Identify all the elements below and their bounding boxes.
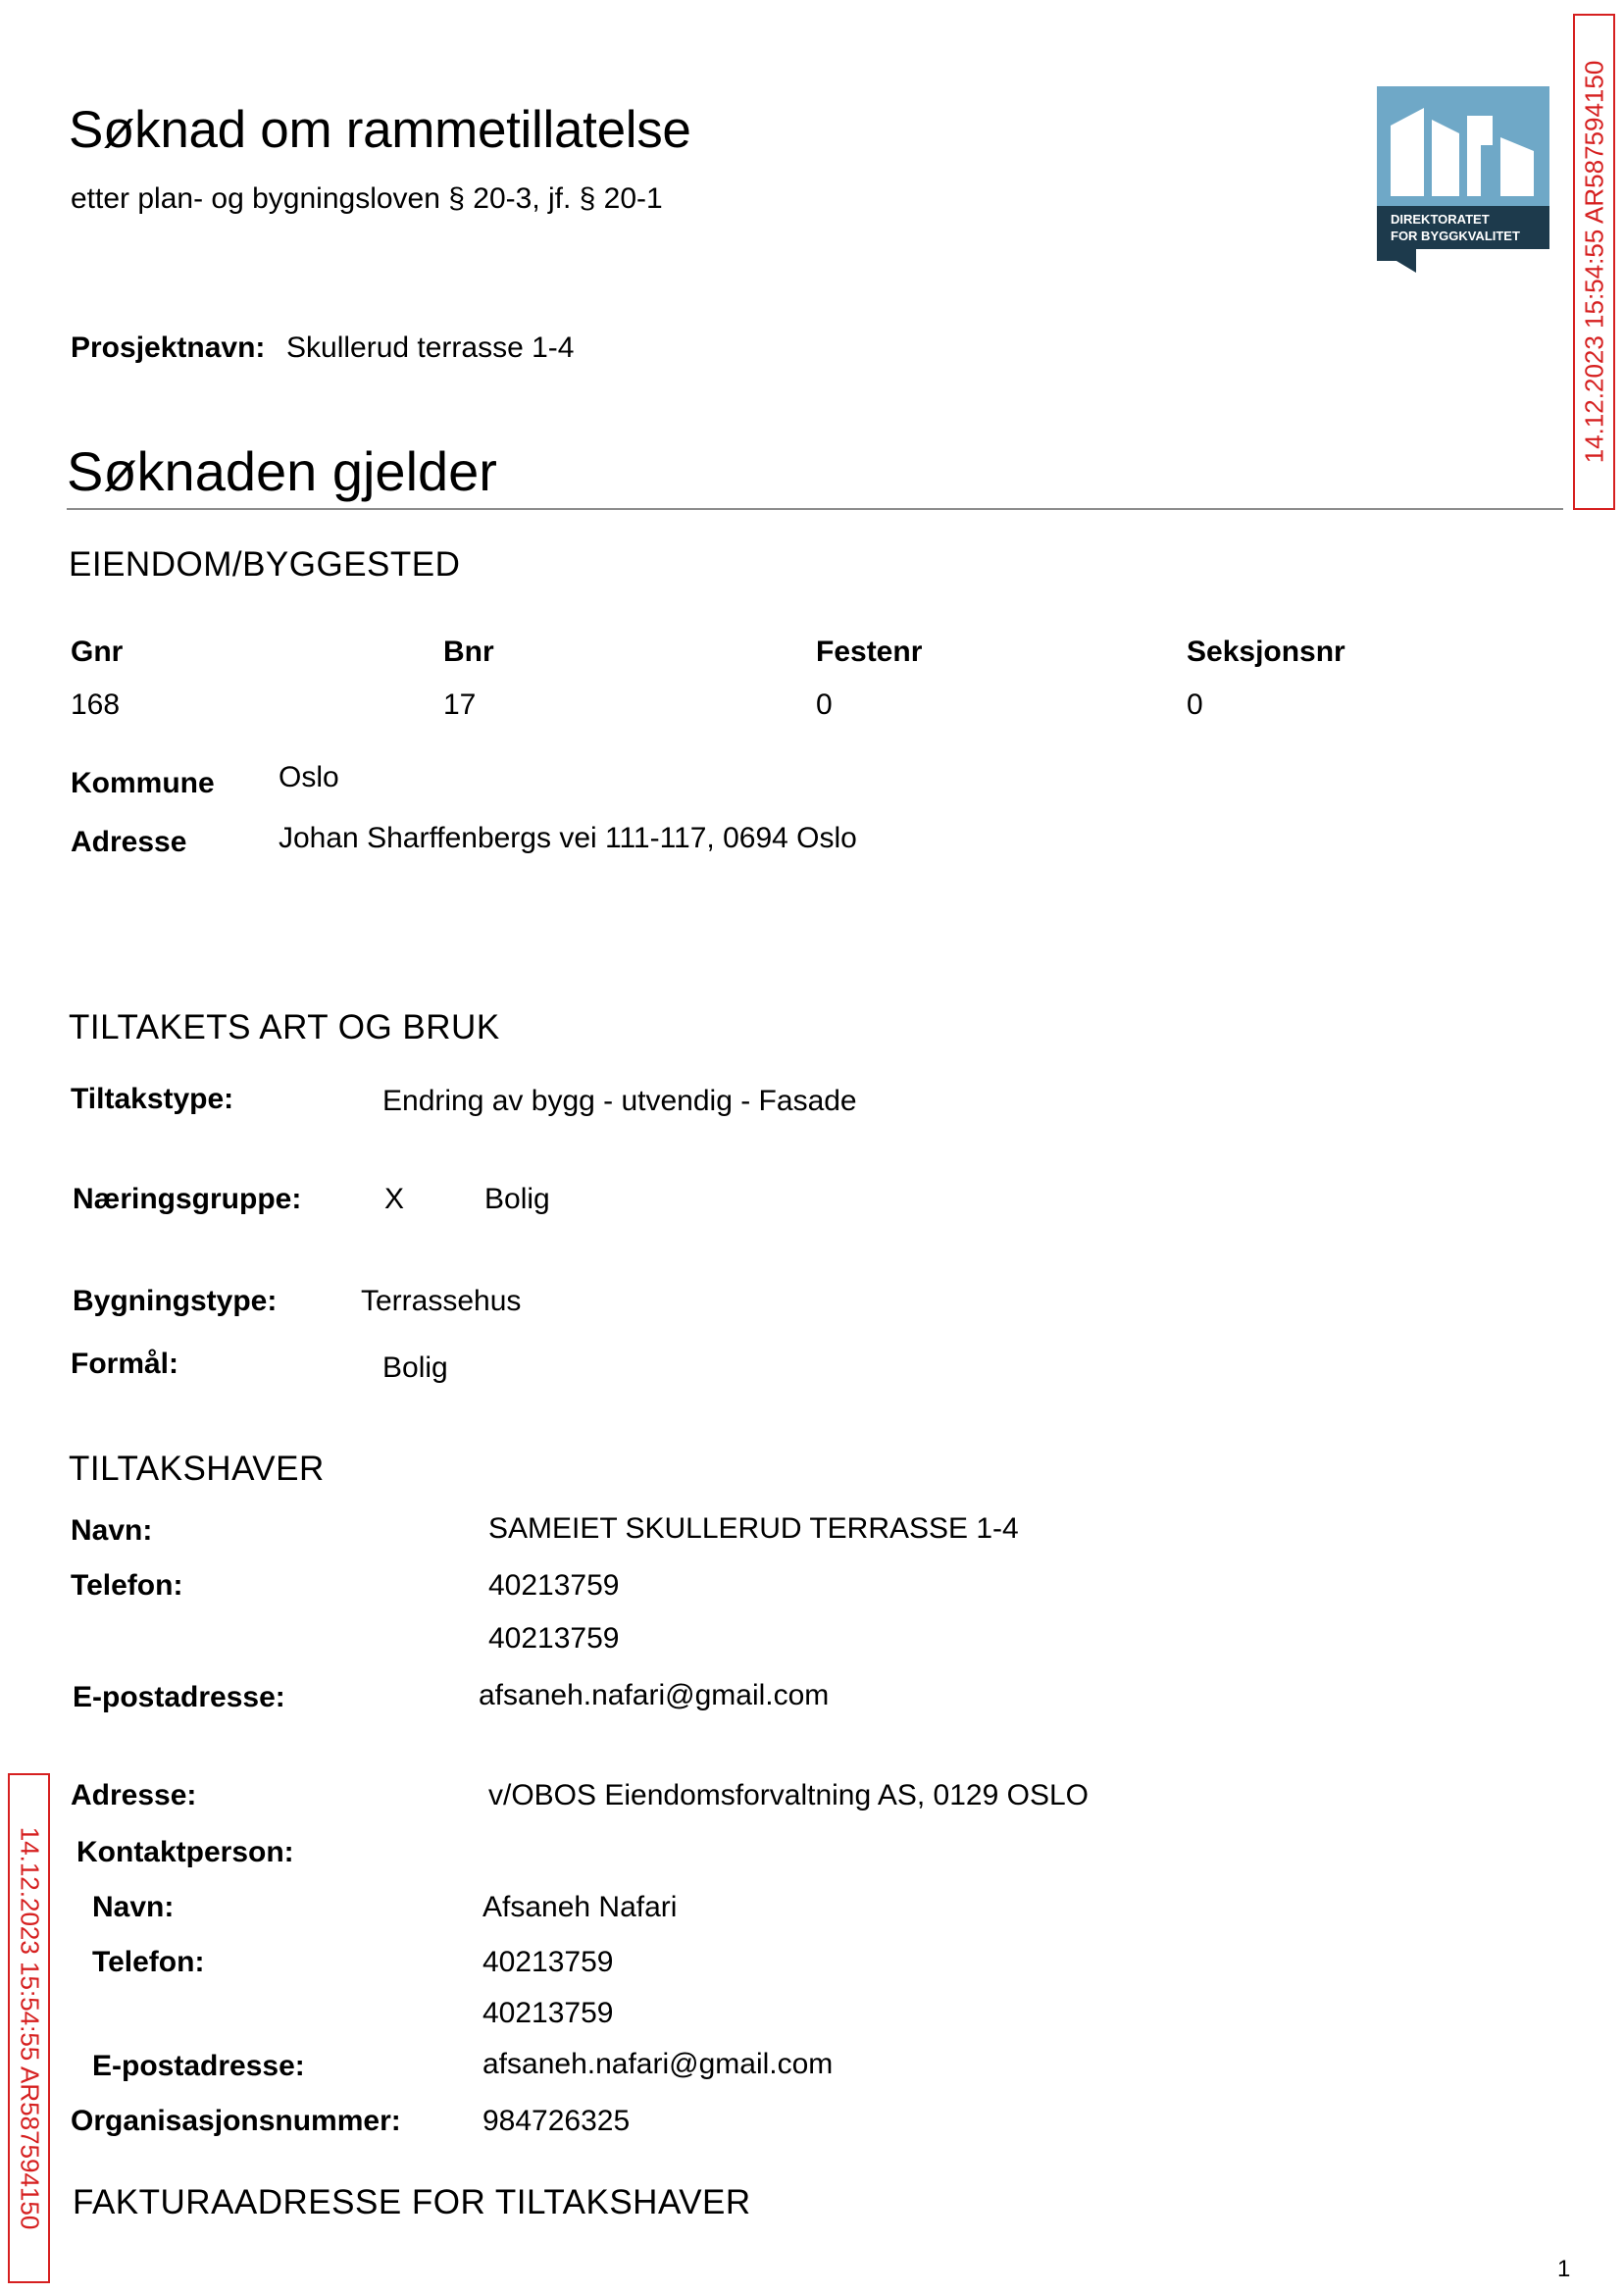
archive-stamp-top-text: 14.12.2023 15:54:55 AR587594150 (1579, 60, 1608, 464)
tiltakshaver-navn-value: SAMEIET SKULLERUD TERRASSE 1-4 (488, 1512, 1019, 1545)
tiltakshaver-adresse-label: Adresse: (71, 1779, 197, 1811)
project-name-value: Skullerud terrasse 1-4 (286, 331, 575, 364)
tiltakstype-value: Endring av bygg - utvendig - Fasade (382, 1085, 857, 1117)
tiltakshaver-telefon-value-1: 40213759 (488, 1569, 620, 1602)
formal-value: Bolig (382, 1351, 448, 1384)
gnr-value: 168 (71, 688, 121, 721)
adresse-value: Johan Sharffenbergs vei 111-117, 0694 Oslo (279, 822, 857, 854)
project-name-label: Prosjektnavn: (71, 331, 266, 364)
tiltakshaver-adresse-value: v/OBOS Eiendomsforvaltning AS, 0129 OSLO (488, 1779, 1089, 1811)
kommune-label: Kommune (71, 767, 215, 799)
seksjonsnr-value: 0 (1187, 688, 1203, 721)
document-subtitle: etter plan- og bygningsloven § 20-3, jf. § 20-1 (71, 182, 663, 215)
tiltakshaver-navn-label: Navn: (71, 1514, 153, 1547)
section-eiendom: EIENDOM/BYGGESTED (69, 545, 461, 584)
dibk-logo-icon (1377, 86, 1549, 273)
logo-text-line2: FOR BYGGKVALITET (1391, 229, 1520, 243)
section-fakturaadresse: FAKTURAADRESSE FOR TILTAKSHAVER (73, 2183, 751, 2221)
document-title: Søknad om rammetillatelse (69, 101, 691, 159)
dibk-logo (1377, 86, 1549, 273)
orgnr-value: 984726325 (482, 2105, 631, 2137)
kontaktperson-navn-value: Afsaneh Nafari (482, 1891, 678, 1923)
orgnr-label: Organisasjonsnummer: (71, 2105, 401, 2137)
festenr-value: 0 (816, 688, 833, 721)
formal-label: Formål: (71, 1348, 179, 1380)
naeringsgruppe-label: Næringsgruppe: (73, 1183, 302, 1215)
tiltakshaver-epost-label: E-postadresse: (73, 1681, 285, 1713)
bygningstype-label: Bygningstype: (73, 1285, 278, 1317)
section-heading-soknaden: Søknaden gjelder (67, 440, 497, 502)
archive-stamp-left-text: 14.12.2023 15:54:55 AR587594150 (15, 1826, 44, 2230)
festenr-header: Festenr (816, 636, 923, 668)
kontaktperson-telefon-value-2: 40213759 (482, 1997, 614, 2029)
kontaktperson-label: Kontaktperson: (76, 1836, 294, 1868)
tiltakshaver-telefon-label: Telefon: (71, 1569, 183, 1602)
section-tiltak: TILTAKETS ART OG BRUK (69, 1008, 500, 1046)
archive-stamp-top (1573, 14, 1615, 510)
logo-text-line1: DIREKTORATET (1391, 212, 1490, 227)
kontaktperson-telefon-value-1: 40213759 (482, 1946, 614, 1978)
adresse-label: Adresse (71, 826, 187, 858)
naeringsgruppe-code: X (384, 1183, 405, 1215)
bnr-header: Bnr (443, 636, 494, 668)
page-number: 1 (1557, 2256, 1571, 2282)
kontaktperson-epost-label: E-postadresse: (92, 2050, 305, 2082)
bnr-value: 17 (443, 688, 477, 721)
kontaktperson-telefon-label: Telefon: (92, 1946, 205, 1978)
tiltakshaver-epost-value: afsaneh.nafari@gmail.com (479, 1679, 830, 1711)
naeringsgruppe-value: Bolig (484, 1183, 550, 1215)
tiltakshaver-telefon-value-2: 40213759 (488, 1622, 620, 1655)
kontaktperson-navn-label: Navn: (92, 1891, 175, 1923)
seksjonsnr-header: Seksjonsnr (1187, 636, 1345, 668)
bygningstype-value: Terrassehus (361, 1285, 522, 1317)
tiltakstype-label: Tiltakstype: (71, 1083, 234, 1115)
kontaktperson-epost-value: afsaneh.nafari@gmail.com (482, 2048, 834, 2080)
kommune-value: Oslo (279, 761, 339, 793)
gnr-header: Gnr (71, 636, 124, 668)
heading-divider (67, 508, 1563, 510)
archive-stamp-left (8, 1773, 50, 2283)
section-tiltakshaver: TILTAKSHAVER (69, 1450, 325, 1488)
